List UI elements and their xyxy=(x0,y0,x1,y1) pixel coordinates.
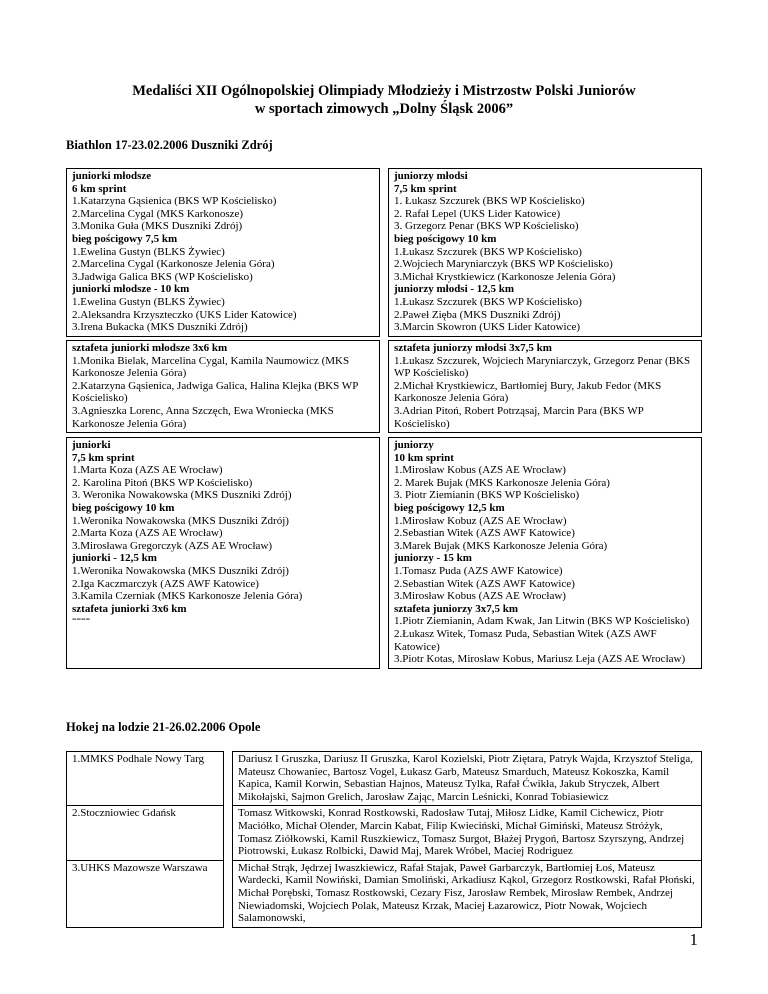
result-line: 1.Weronika Nowakowska (MKS Duszniki Zdrój) xyxy=(72,564,289,577)
category-heading: juniorki młodsze - 10 km xyxy=(72,283,190,296)
result-line: 2.Sebastian Witek (AZS AWF Katowice) xyxy=(394,527,575,540)
biathlon-table-3 xyxy=(66,437,702,669)
result-line: 1.Katarzyna Gąsienica (BKS WP Kościelisko) xyxy=(72,195,277,208)
result-line: 3.Monika Guła (MKS Duszniki Zdrój) xyxy=(72,220,243,233)
category-heading: juniorzy młodsi - 12,5 km xyxy=(394,283,515,296)
team-name: 1.MMKS Podhale Nowy Targ xyxy=(67,752,224,806)
category-heading: 10 km sprint xyxy=(394,451,454,464)
result-line: 2.Iga Kaczmarczyk (AZS AWF Katowice) xyxy=(72,577,259,590)
results-cell-right xyxy=(389,341,702,433)
table-row xyxy=(67,806,702,860)
result-line: 3.Irena Bukacka (MKS Duszniki Zdrój) xyxy=(72,321,248,334)
result-line: 3. Piotr Ziemianin (BKS WP Kościelisko) xyxy=(394,489,580,502)
results-cell-left xyxy=(67,169,380,337)
result-line: 2.Paweł Zięba (MKS Duszniki Zdrój) xyxy=(394,308,561,321)
biathlon-table-2 xyxy=(66,340,702,433)
category-heading: bieg pościgowy 10 km xyxy=(394,232,497,245)
result-line: 3.Agnieszka Lorenc, Anna Szczęch, Ewa Wroniecka (MKS Karkonosze Jelenia Góra) xyxy=(72,404,334,430)
result-line: ==== xyxy=(72,615,91,625)
result-line: 3.Marcin Skowron (UKS Lider Katowice) xyxy=(394,321,581,334)
result-line: 1. Łukasz Szczurek (BKS WP Kościelisko) xyxy=(394,195,585,208)
result-line: 1.Łukasz Szczurek, Wojciech Maryniarczyk, Grzegorz Penar (BKS WP Kościelisko) xyxy=(394,354,691,380)
category-heading: 7,5 km sprint xyxy=(72,451,135,464)
category-heading: 7,5 km sprint xyxy=(394,182,457,195)
page-title xyxy=(60,82,708,118)
result-line: 2.Marta Koza (AZS AE Wrocław) xyxy=(72,527,223,540)
result-line: 3.Kamila Czerniak (MKS Karkonosze Jelenia Góra) xyxy=(72,590,303,603)
category-heading: juniorzy młodsi xyxy=(394,170,468,182)
result-line: 1.Weronika Nowakowska (MKS Duszniki Zdrój) xyxy=(72,514,289,527)
result-line: 3. Weronika Nowakowska (MKS Duszniki Zdrój) xyxy=(72,489,292,502)
category-heading: sztafeta juniorzy 3x7,5 km xyxy=(394,602,519,615)
category-heading: juniorzy xyxy=(394,439,434,451)
result-line: 1.Monika Bielak, Marcelina Cygal, Kamila Naumowicz (MKS Karkonosze Jelenia Góra) xyxy=(72,354,350,380)
team-players: Dariusz I Gruszka, Dariusz II Gruszka, Karol Kozielski, Piotr Ziętara, Patryk Wajda, Krzysztof Steliga, Mateusz Chowaniec, Bartosz Vogel, Łukasz Garb, Mateusz Smarduch, Mateusz Kokoszka, Kamil Kapica, Kamil Korwin, Sebastian Hajnos, Mateusz Tylka, Rafał Ćwikła, Jakub Stryczek, Albert Mikołajski, Sajmon Grelich, Jarosław Zając, Marcin Leśnicki, Konrad Tobiasiewicz xyxy=(233,752,702,806)
title-line-1: Medaliści XII Ogólnopolskiej Olimpiady Młodzieży i Mistrzostw Polski Juniorów xyxy=(132,83,636,99)
table-row xyxy=(67,752,702,806)
result-line: 1.Mirosław Kobus (AZS AE Wrocław) xyxy=(394,464,566,477)
results-cell-left xyxy=(67,438,380,669)
result-line: 1.Piotr Ziemianin, Adam Kwak, Jan Litwin (BKS WP Kościelisko) xyxy=(394,615,690,628)
result-line: 3.Marek Bujak (MKS Karkonosze Jelenia Góra) xyxy=(394,539,608,552)
team-players: Tomasz Witkowski, Konrad Rostkowski, Radosław Tutaj, Miłosz Lidke, Kamil Cichewicz, Piotr Maciółko, Michał Olender, Marcin Kabat, Filip Kwieciński, Michał Gimiński, Mateusz Stróżyk, Tomasz Ziółkowski, Kamil Ruszkiewicz, Tomasz Surgot, Błażej Prygoń, Bartosz Szyrszyng, Andrzej Piotrowski, Łukasz Rolbicki, Dawid Maj, Marek Wróbel, Maciej Rodriguez xyxy=(233,806,702,860)
result-line: 2.Marcelina Cygal (Karkonosze Jelenia Góra) xyxy=(72,258,275,271)
result-line: 1.Mirosław Kobuz (AZS AE Wrocław) xyxy=(394,514,567,527)
biathlon-table-1 xyxy=(66,168,702,337)
result-line: 3.Mirosław Kobus (AZS AE Wrocław) xyxy=(394,590,566,603)
results-cell-right xyxy=(389,169,702,337)
result-line: 2. Rafał Lepel (UKS Lider Katowice) xyxy=(394,207,561,220)
result-line: 1.Łukasz Szczurek (BKS WP Kościelisko) xyxy=(394,245,582,258)
result-line: 1.Łukasz Szczurek (BKS WP Kościelisko) xyxy=(394,295,582,308)
team-name: 2.Stoczniowiec Gdańsk xyxy=(67,806,224,860)
results-cell-right xyxy=(389,438,702,669)
result-line: 2.Katarzyna Gąsienica, Jadwiga Galica, Halina Klejka (BKS WP Kościelisko) xyxy=(72,379,358,405)
category-heading: juniorki młodsze xyxy=(72,170,152,182)
category-heading: sztafeta juniorki 3x6 km xyxy=(72,602,187,615)
category-heading: bieg pościgowy 7,5 km xyxy=(72,232,178,245)
title-line-2: w sportach zimowych „Dolny Śląsk 2006” xyxy=(254,101,514,117)
result-line: 2. Karolina Pitoń (BKS WP Kościelisko) xyxy=(72,476,253,489)
result-line: 1.Marta Koza (AZS AE Wrocław) xyxy=(72,464,223,477)
result-line: 1.Tomasz Puda (AZS AWF Katowice) xyxy=(394,564,563,577)
category-heading: sztafeta juniorzy młodsi 3x7,5 km xyxy=(394,342,552,354)
category-heading: juniorzy - 15 km xyxy=(394,552,472,565)
result-line: 3.Michał Krystkiewicz (Karkonosze Jelenia Góra) xyxy=(394,270,616,283)
result-line: 3.Jadwiga Galica BKS (WP Kościelisko) xyxy=(72,270,253,283)
category-heading: sztafeta juniorki młodsze 3x6 km xyxy=(72,342,228,354)
result-line: 2.Michał Krystkiewicz, Bartłomiej Bury, Jakub Fedor (MKS Karkonosze Jelenia Góra) xyxy=(394,379,662,405)
page-number: 1 xyxy=(689,930,698,949)
result-line: 2.Łukasz Witek, Tomasz Puda, Sebastian Witek (AZS AWF Katowice) xyxy=(394,627,657,653)
result-line: 2.Aleksandra Krzyszteczko (UKS Lider Katowice) xyxy=(72,308,297,321)
hockey-table xyxy=(66,751,702,928)
result-line: 2.Marcelina Cygal (MKS Karkonosze) xyxy=(72,207,244,220)
results-cell-left xyxy=(67,341,380,433)
category-heading: juniorki xyxy=(72,439,111,451)
category-heading: bieg pościgowy 12,5 km xyxy=(394,501,505,514)
table-row xyxy=(67,860,702,927)
result-line: 3.Adrian Pitoń, Robert Potrząsaj, Marcin Para (BKS WP Kościelisko) xyxy=(394,404,644,430)
team-players: Michał Strąk, Jędrzej Iwaszkiewicz, Rafał Stajak, Paweł Garbarczyk, Bartłomiej Łoś, Mateusz Wardecki, Kamil Nowiński, Damian Smoliński, Arkadiusz Kąkol, Grzegorz Rostkowski, Rafał Płoński, Michał Porębski, Tomasz Rostkowski, Cezary Fisz, Jarosław Rembek, Mirosław Rembek, Andrzej Niewiadomski, Wojciech Polak, Mateusz Krzak, Maciej Łazarowicz, Piotr Nowak, Wojciech Salamonowski, xyxy=(233,860,702,927)
hockey-heading: Hokej na lodzie 21-26.02.2006 Opole xyxy=(66,720,261,734)
team-name: 3.UHKS Mazowsze Warszawa xyxy=(67,860,224,927)
result-line: 1.Ewelina Gustyn (BLKS Żywiec) xyxy=(72,245,225,258)
result-line: 2. Marek Bujak (MKS Karkonosze Jelenia Góra) xyxy=(394,476,610,489)
result-line: 3.Piotr Kotas, Mirosław Kobus, Mariusz Leja (AZS AE Wrocław) xyxy=(394,653,686,666)
result-line: 3. Grzegorz Penar (BKS WP Kościelisko) xyxy=(394,220,579,233)
result-line: 2.Wojciech Maryniarczyk (BKS WP Kościelisko) xyxy=(394,258,613,271)
result-line: 2.Sebastian Witek (AZS AWF Katowice) xyxy=(394,577,575,590)
category-heading: 6 km sprint xyxy=(72,182,127,195)
result-line: 3.Mirosława Gregorczyk (AZS AE Wrocław) xyxy=(72,539,273,552)
biathlon-heading: Biathlon 17-23.02.2006 Duszniki Zdrój xyxy=(66,138,273,152)
category-heading: bieg pościgowy 10 km xyxy=(72,501,175,514)
result-line: 1.Ewelina Gustyn (BLKS Żywiec) xyxy=(72,295,225,308)
category-heading: juniorki - 12,5 km xyxy=(72,552,157,565)
